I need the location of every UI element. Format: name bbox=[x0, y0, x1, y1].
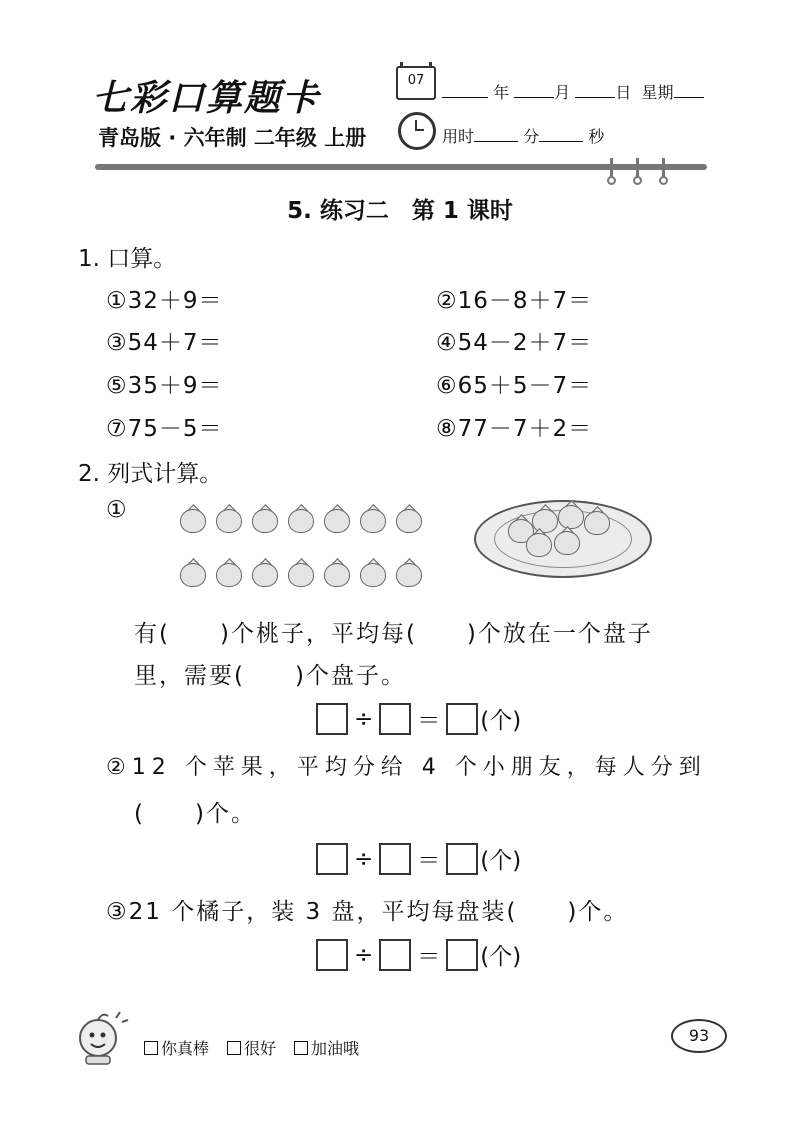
q1-item: ③54＋7＝ bbox=[106, 330, 223, 356]
date-line: 年 月 日 星期 bbox=[442, 80, 704, 103]
q1-item: ④54－2＋7＝ bbox=[436, 330, 593, 356]
answer-box[interactable] bbox=[316, 939, 348, 971]
peach-icon bbox=[552, 528, 582, 556]
q2-part1-text: 有( )个桃子，平均每( )个放在一个盘子 bbox=[134, 621, 653, 647]
pin-icon bbox=[610, 158, 613, 180]
answer-box[interactable] bbox=[446, 703, 478, 735]
q1-item: ⑥65＋5－7＝ bbox=[436, 373, 593, 399]
q1-item: ⑦75－5＝ bbox=[106, 416, 223, 442]
peach-icon bbox=[250, 560, 280, 588]
answer-box[interactable] bbox=[316, 843, 348, 875]
answer-equation-2: ÷ ＝ (个) bbox=[316, 842, 521, 875]
answer-box[interactable] bbox=[316, 703, 348, 735]
q2-title: 2. 列式计算。 bbox=[78, 461, 223, 487]
q1-item: ②16－8＋7＝ bbox=[436, 288, 593, 314]
peach-icon bbox=[322, 506, 352, 534]
peach-icon bbox=[524, 530, 554, 558]
peach-icon bbox=[394, 506, 424, 534]
peach-icon bbox=[286, 560, 316, 588]
peach-icon bbox=[358, 506, 388, 534]
q2-part2-text: ②12 个苹果，平均分给 4 个小朋友，每人分到 bbox=[106, 755, 707, 780]
rating-option[interactable]: 很好 bbox=[227, 1036, 276, 1059]
peach-row-top bbox=[178, 506, 424, 534]
lesson-title: 5. 练习二 第 1 课时 bbox=[287, 198, 513, 224]
peach-row-bottom bbox=[178, 560, 424, 588]
edition-label: 青岛版 · 六年制 二年级 上册 bbox=[98, 126, 367, 150]
q1-item: ⑧77－7＋2＝ bbox=[436, 416, 593, 442]
q1-item: ①32＋9＝ bbox=[106, 288, 223, 314]
q2-part2-text-cont: ( )个。 bbox=[134, 801, 256, 827]
peach-icon bbox=[358, 560, 388, 588]
rating-checkboxes bbox=[144, 1036, 359, 1059]
plate-peaches bbox=[500, 498, 630, 568]
peach-icon bbox=[394, 560, 424, 588]
peach-icon bbox=[178, 560, 208, 588]
q2-part3-text: ③21 个橘子，装 3 盘，平均每盘装( )个。 bbox=[106, 899, 629, 925]
peach-icon bbox=[214, 560, 244, 588]
answer-box[interactable] bbox=[379, 703, 411, 735]
answer-box[interactable] bbox=[446, 843, 478, 875]
answer-box[interactable] bbox=[379, 843, 411, 875]
header-divider bbox=[95, 164, 707, 170]
rating-option[interactable]: 加油哦 bbox=[294, 1036, 359, 1059]
time-line: 用时 分 秒 bbox=[442, 127, 605, 146]
answer-equation-3: ÷ ＝ (个) bbox=[316, 938, 521, 971]
peach-icon bbox=[250, 506, 280, 534]
calendar-icon: 07 bbox=[396, 66, 436, 100]
peach-icon bbox=[286, 506, 316, 534]
answer-box[interactable] bbox=[446, 939, 478, 971]
pin-icon bbox=[662, 158, 665, 180]
answer-equation-1: ÷ ＝ (个) bbox=[316, 702, 521, 735]
clock-icon bbox=[398, 112, 436, 150]
q2-part1-number: ① bbox=[106, 497, 127, 523]
rating-option[interactable]: 你真棒 bbox=[144, 1036, 209, 1059]
q2-part1-text-cont: 里，需要( )个盘子。 bbox=[134, 663, 406, 689]
peach-icon bbox=[214, 506, 244, 534]
mascot-icon bbox=[72, 1008, 132, 1068]
brand-title: 七彩口算题卡 bbox=[92, 77, 321, 119]
answer-box[interactable] bbox=[379, 939, 411, 971]
q1-title: 1. 口算。 bbox=[78, 246, 177, 272]
peach-icon bbox=[582, 508, 612, 536]
page-number: 93 bbox=[671, 1019, 727, 1053]
peach-icon bbox=[322, 560, 352, 588]
pin-icon bbox=[636, 158, 639, 180]
q1-item: ⑤35＋9＝ bbox=[106, 373, 223, 399]
peach-icon bbox=[178, 506, 208, 534]
